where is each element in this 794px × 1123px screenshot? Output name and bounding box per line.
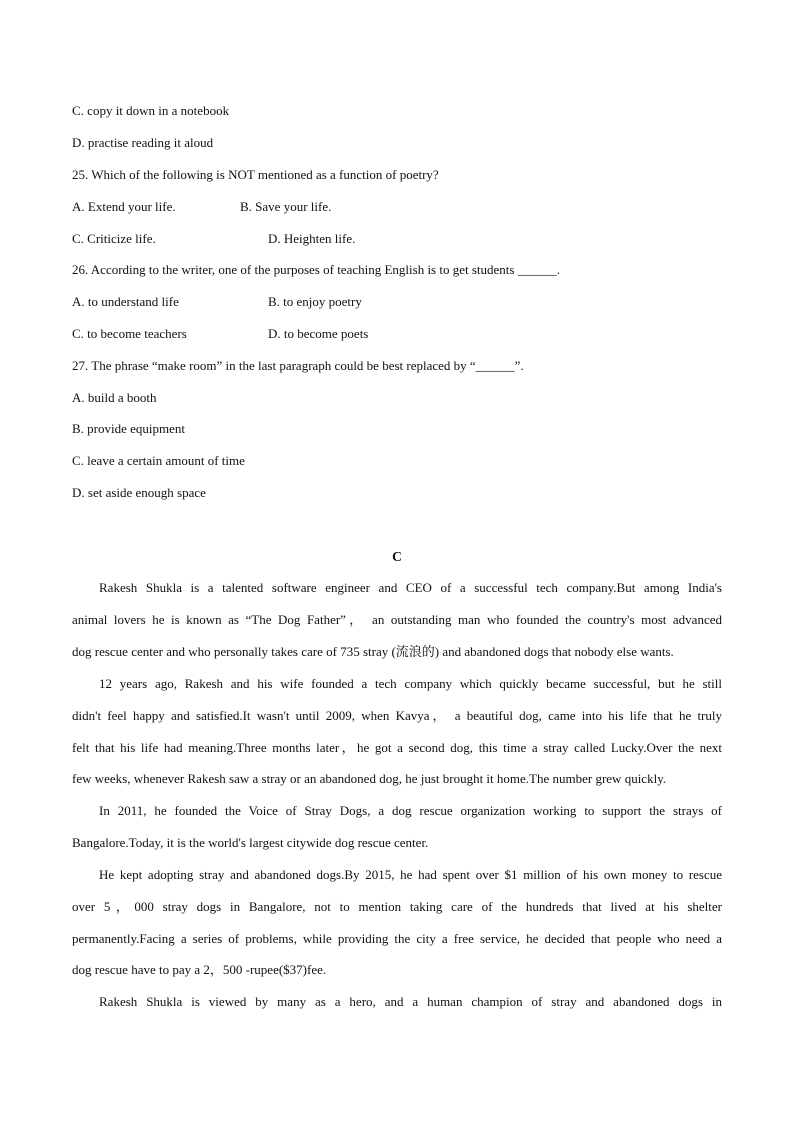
question-25-option-c: C. Criticize life.: [72, 231, 156, 246]
question-25-options-row-1: [72, 199, 722, 215]
passage-line: animal lovers he is known as “The Dog Father”， an outstanding man who founded the country's most advanced: [72, 612, 722, 627]
question-26-option-d: D. to become poets: [268, 326, 369, 341]
passage-line: Rakesh Shukla is a talented software engineer and CEO of a successful tech company.But among India's: [99, 580, 722, 595]
passage-line: didn't feel happy and satisfied.It wasn't until 2009, when Kavya， a beautiful dog, came into his life that he truly: [72, 708, 722, 723]
question-27-option-d: D. set aside enough space: [72, 485, 206, 500]
passage-line: permanently.Facing a series of problems, while providing the city a free service, he decided that people who need a: [72, 931, 722, 946]
passage-line: felt that his life had meaning.Three months later，he got a second dog, this time a stray called Lucky.Over the next: [72, 740, 722, 755]
passage-line: dog rescue have to pay a 2，500 -rupee($37)fee.: [72, 962, 327, 977]
passage-line: over 5，000 stray dogs in Bangalore, not to mention taking care of the hundreds that lived at his shelter: [72, 899, 722, 914]
question-25-stem: 25. Which of the following is NOT mentioned as a function of poetry?: [72, 167, 439, 182]
option-d-practise: D. practise reading it aloud: [72, 135, 214, 150]
question-26-option-a: A. to understand life: [72, 294, 179, 309]
question-26-option-b: B. to enjoy poetry: [268, 294, 362, 309]
question-27-option-b: B. provide equipment: [72, 421, 186, 436]
question-27-stem: 27. The phrase “make room” in the last paragraph could be best replaced by “______”.: [72, 358, 524, 373]
question-25-option-a: A. Extend your life.: [72, 199, 176, 214]
section-heading: C: [392, 549, 402, 564]
passage-line: Bangalore.Today, it is the world's largest citywide dog rescue center.: [72, 835, 429, 850]
passage-line: In 2011, he founded the Voice of Stray Dogs, a dog rescue organization working to support the strays of: [99, 803, 722, 818]
passage-line: 12 years ago, Rakesh and his wife founded a tech company which quickly became successful, but he still: [99, 676, 722, 691]
question-26-option-c: C. to become teachers: [72, 326, 187, 341]
question-27-option-a: A. build a booth: [72, 390, 157, 405]
passage-line: few weeks, whenever Rakesh saw a stray or an abandoned dog, he just brought it home.The number grew quickly.: [72, 771, 667, 786]
passage-line: Rakesh Shukla is viewed by many as a hero, and a human champion of stray and abandoned dogs in: [99, 994, 722, 1009]
question-25-options-row-2: [72, 231, 722, 247]
question-25-option-b: B. Save your life.: [240, 199, 332, 214]
question-26-stem: 26. According to the writer, one of the purposes of teaching English is to get students ______.: [72, 262, 560, 277]
option-c-copy: C. copy it down in a notebook: [72, 103, 230, 118]
question-26-options-row-2: [72, 326, 722, 342]
passage-line: He kept adopting stray and abandoned dogs.By 2015, he had spent over $1 million of his own money to rescue: [99, 867, 722, 882]
question-27-option-c: C. leave a certain amount of time: [72, 453, 245, 468]
question-26-options-row-1: [72, 294, 722, 310]
question-25-option-d: D. Heighten life.: [268, 231, 356, 246]
passage-line: dog rescue center and who personally takes care of 735 stray (流浪的) and abandoned dogs that nobody else wants.: [72, 644, 674, 659]
